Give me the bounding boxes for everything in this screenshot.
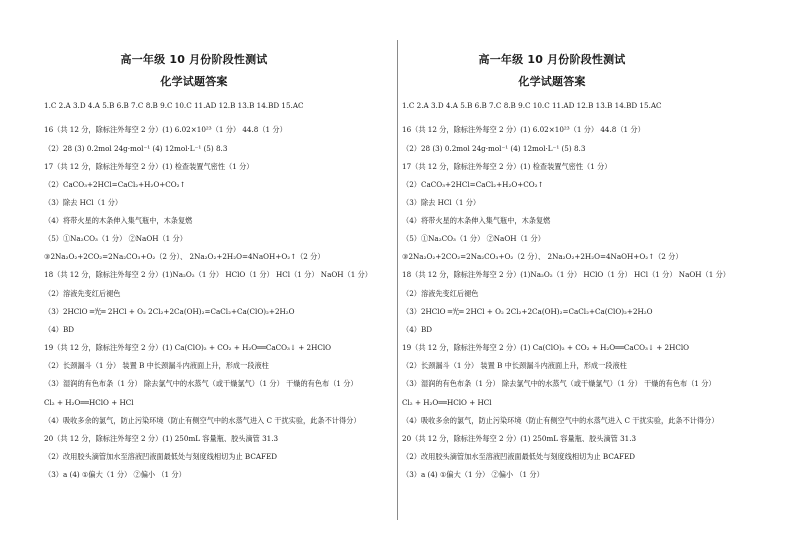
answer-line: （2）长颈漏斗（1 分） 装置 B 中长颈漏斗内液面上升，形成一段液柱 (402, 361, 627, 370)
answer-column-right (402, 0, 772, 560)
answer-line: Cl₂ + H₂O══HClO + HCl (44, 398, 134, 407)
answer-line: （3）除去 HCl（1 分） (402, 198, 481, 207)
answer-line: ③2Na₂O₂+2CO₂=2Na₂CO₃+O₂（2 分）、 2Na₂O₂+2H₂O=4NaOH+O₂↑（2 分） (44, 252, 325, 261)
answer-line: 1.C 2.A 3.D 4.A 5.B 6.B 7.C 8.B 9.C 10.C 11.AD 12.B 13.B 14.BD 15.AC (402, 101, 662, 110)
page-subtitle: 化学试题答案 (518, 75, 586, 88)
answer-line: 1.C 2.A 3.D 4.A 5.B 6.B 7.C 8.B 9.C 10.C 11.AD 12.B 13.B 14.BD 15.AC (44, 101, 304, 110)
answer-line: （2）溶液先变红后褪色 (402, 289, 479, 298)
answer-line: 19（共 12 分，除标注外每空 2 分）(1) Ca(ClO)₂ + CO₂ + H₂O══CaCO₃↓ + 2HClO (44, 343, 332, 352)
answer-line: （3）2HClO ═光═ 2HCl + O₂ 2Cl₂+2Ca(OH)₂=CaCl₂+Ca(ClO)₂+2H₂O (44, 307, 295, 316)
answer-line: （3）2HClO ═光═ 2HCl + O₂ 2Cl₂+2Ca(OH)₂=CaCl₂+Ca(ClO)₂+2H₂O (402, 307, 653, 316)
answer-line: （4）将带火星的木条伸入集气瓶中，木条复燃 (44, 216, 193, 225)
answer-line: （2）CaCO₃+2HCl=CaCl₂+H₂O+CO₂↑ (402, 180, 544, 189)
page-subtitle: 化学试题答案 (160, 75, 228, 88)
answer-line: （5）①Na₂CO₃（1 分） ②NaOH（1 分） (402, 234, 545, 243)
answer-line: （2）28 (3) 0.2mol 24g·mol⁻¹ (4) 12mol·L⁻¹ (5) 8.3 (44, 144, 228, 153)
answer-line: （3）除去 HCl（1 分） (44, 198, 123, 207)
answer-line: 17（共 12 分，除标注外每空 2 分）(1) 检查装置气密性（1 分） (402, 162, 612, 171)
answer-line: ③2Na₂O₂+2CO₂=2Na₂CO₃+O₂（2 分）、 2Na₂O₂+2H₂O=4NaOH+O₂↑（2 分） (402, 252, 683, 261)
answer-line: （3）湿润的有色布条（1 分） 除去氯气中的水蒸气（或干燥氯气）（1 分） 干燥的有色布（1 分） (402, 379, 716, 388)
answer-line: （3）湿润的有色布条（1 分） 除去氯气中的水蒸气（或干燥氯气）（1 分） 干燥的有色布（1 分） (44, 379, 358, 388)
answer-line: （4）吸收多余的氯气，防止污染环境（防止有侧空气中的水蒸气进入 C 干扰实验，此条不计得分） (402, 416, 719, 425)
answer-line: （4）BD (402, 325, 432, 334)
answer-line: Cl₂ + H₂O══HClO + HCl (402, 398, 492, 407)
answer-line: 17（共 12 分，除标注外每空 2 分）(1) 检查装置气密性（1 分） (44, 162, 254, 171)
answer-line: 19（共 12 分，除标注外每空 2 分）(1) Ca(ClO)₂ + CO₂ + H₂O══CaCO₃↓ + 2HClO (402, 343, 690, 352)
answer-line: 16（共 12 分，除标注外每空 2 分）(1) 6.02×10²³（1 分） 44.8（1 分） (44, 125, 287, 134)
answer-line: 18（共 12 分，除标注外每空 2 分）(1)Na₂O₂（1 分） HClO（1 分） HCl（1 分） NaOH（1 分） (44, 270, 372, 279)
answer-line: （5）①Na₂CO₃（1 分） ②NaOH（1 分） (44, 234, 187, 243)
answer-line: 16（共 12 分，除标注外每空 2 分）(1) 6.02×10²³（1 分） 44.8（1 分） (402, 125, 645, 134)
page-title: 高一年级 10 月份阶段性测试 (120, 53, 268, 66)
answer-line: （2）溶液先变红后褪色 (44, 289, 121, 298)
answer-line: （3）a (4) ①偏大（1 分） ②偏小 （1 分） (402, 470, 544, 479)
answer-line: （2）改用胶头滴管加水至溶液凹液面最低处与刻度线相切为止 BCAFED (402, 452, 636, 461)
answer-line: （4）吸收多余的氯气，防止污染环境（防止有侧空气中的水蒸气进入 C 干扰实验，此条不计得分） (44, 416, 361, 425)
answer-line: 20（共 12 分，除标注外每空 2 分）(1) 250mL 容量瓶、胶头滴管 31.3 (402, 434, 637, 443)
answer-line: （2）CaCO₃+2HCl=CaCl₂+H₂O+CO₂↑ (44, 180, 186, 189)
answer-line: （4）将带火星的木条伸入集气瓶中，木条复燃 (402, 216, 551, 225)
answer-line: （4）BD (44, 325, 74, 334)
answer-line: 20（共 12 分，除标注外每空 2 分）(1) 250mL 容量瓶、胶头滴管 31.3 (44, 434, 279, 443)
answer-column-left (44, 0, 414, 560)
answer-line: 18（共 12 分，除标注外每空 2 分）(1)Na₂O₂（1 分） HClO（1 分） HCl（1 分） NaOH（1 分） (402, 270, 730, 279)
answer-line: （2）长颈漏斗（1 分） 装置 B 中长颈漏斗内液面上升，形成一段液柱 (44, 361, 269, 370)
answer-line: （3）a (4) ①偏大（1 分） ②偏小 （1 分） (44, 470, 186, 479)
answer-line: （2）改用胶头滴管加水至溶液凹液面最低处与刻度线相切为止 BCAFED (44, 452, 278, 461)
answer-line: （2）28 (3) 0.2mol 24g·mol⁻¹ (4) 12mol·L⁻¹ (5) 8.3 (402, 144, 586, 153)
page-title: 高一年级 10 月份阶段性测试 (478, 53, 626, 66)
